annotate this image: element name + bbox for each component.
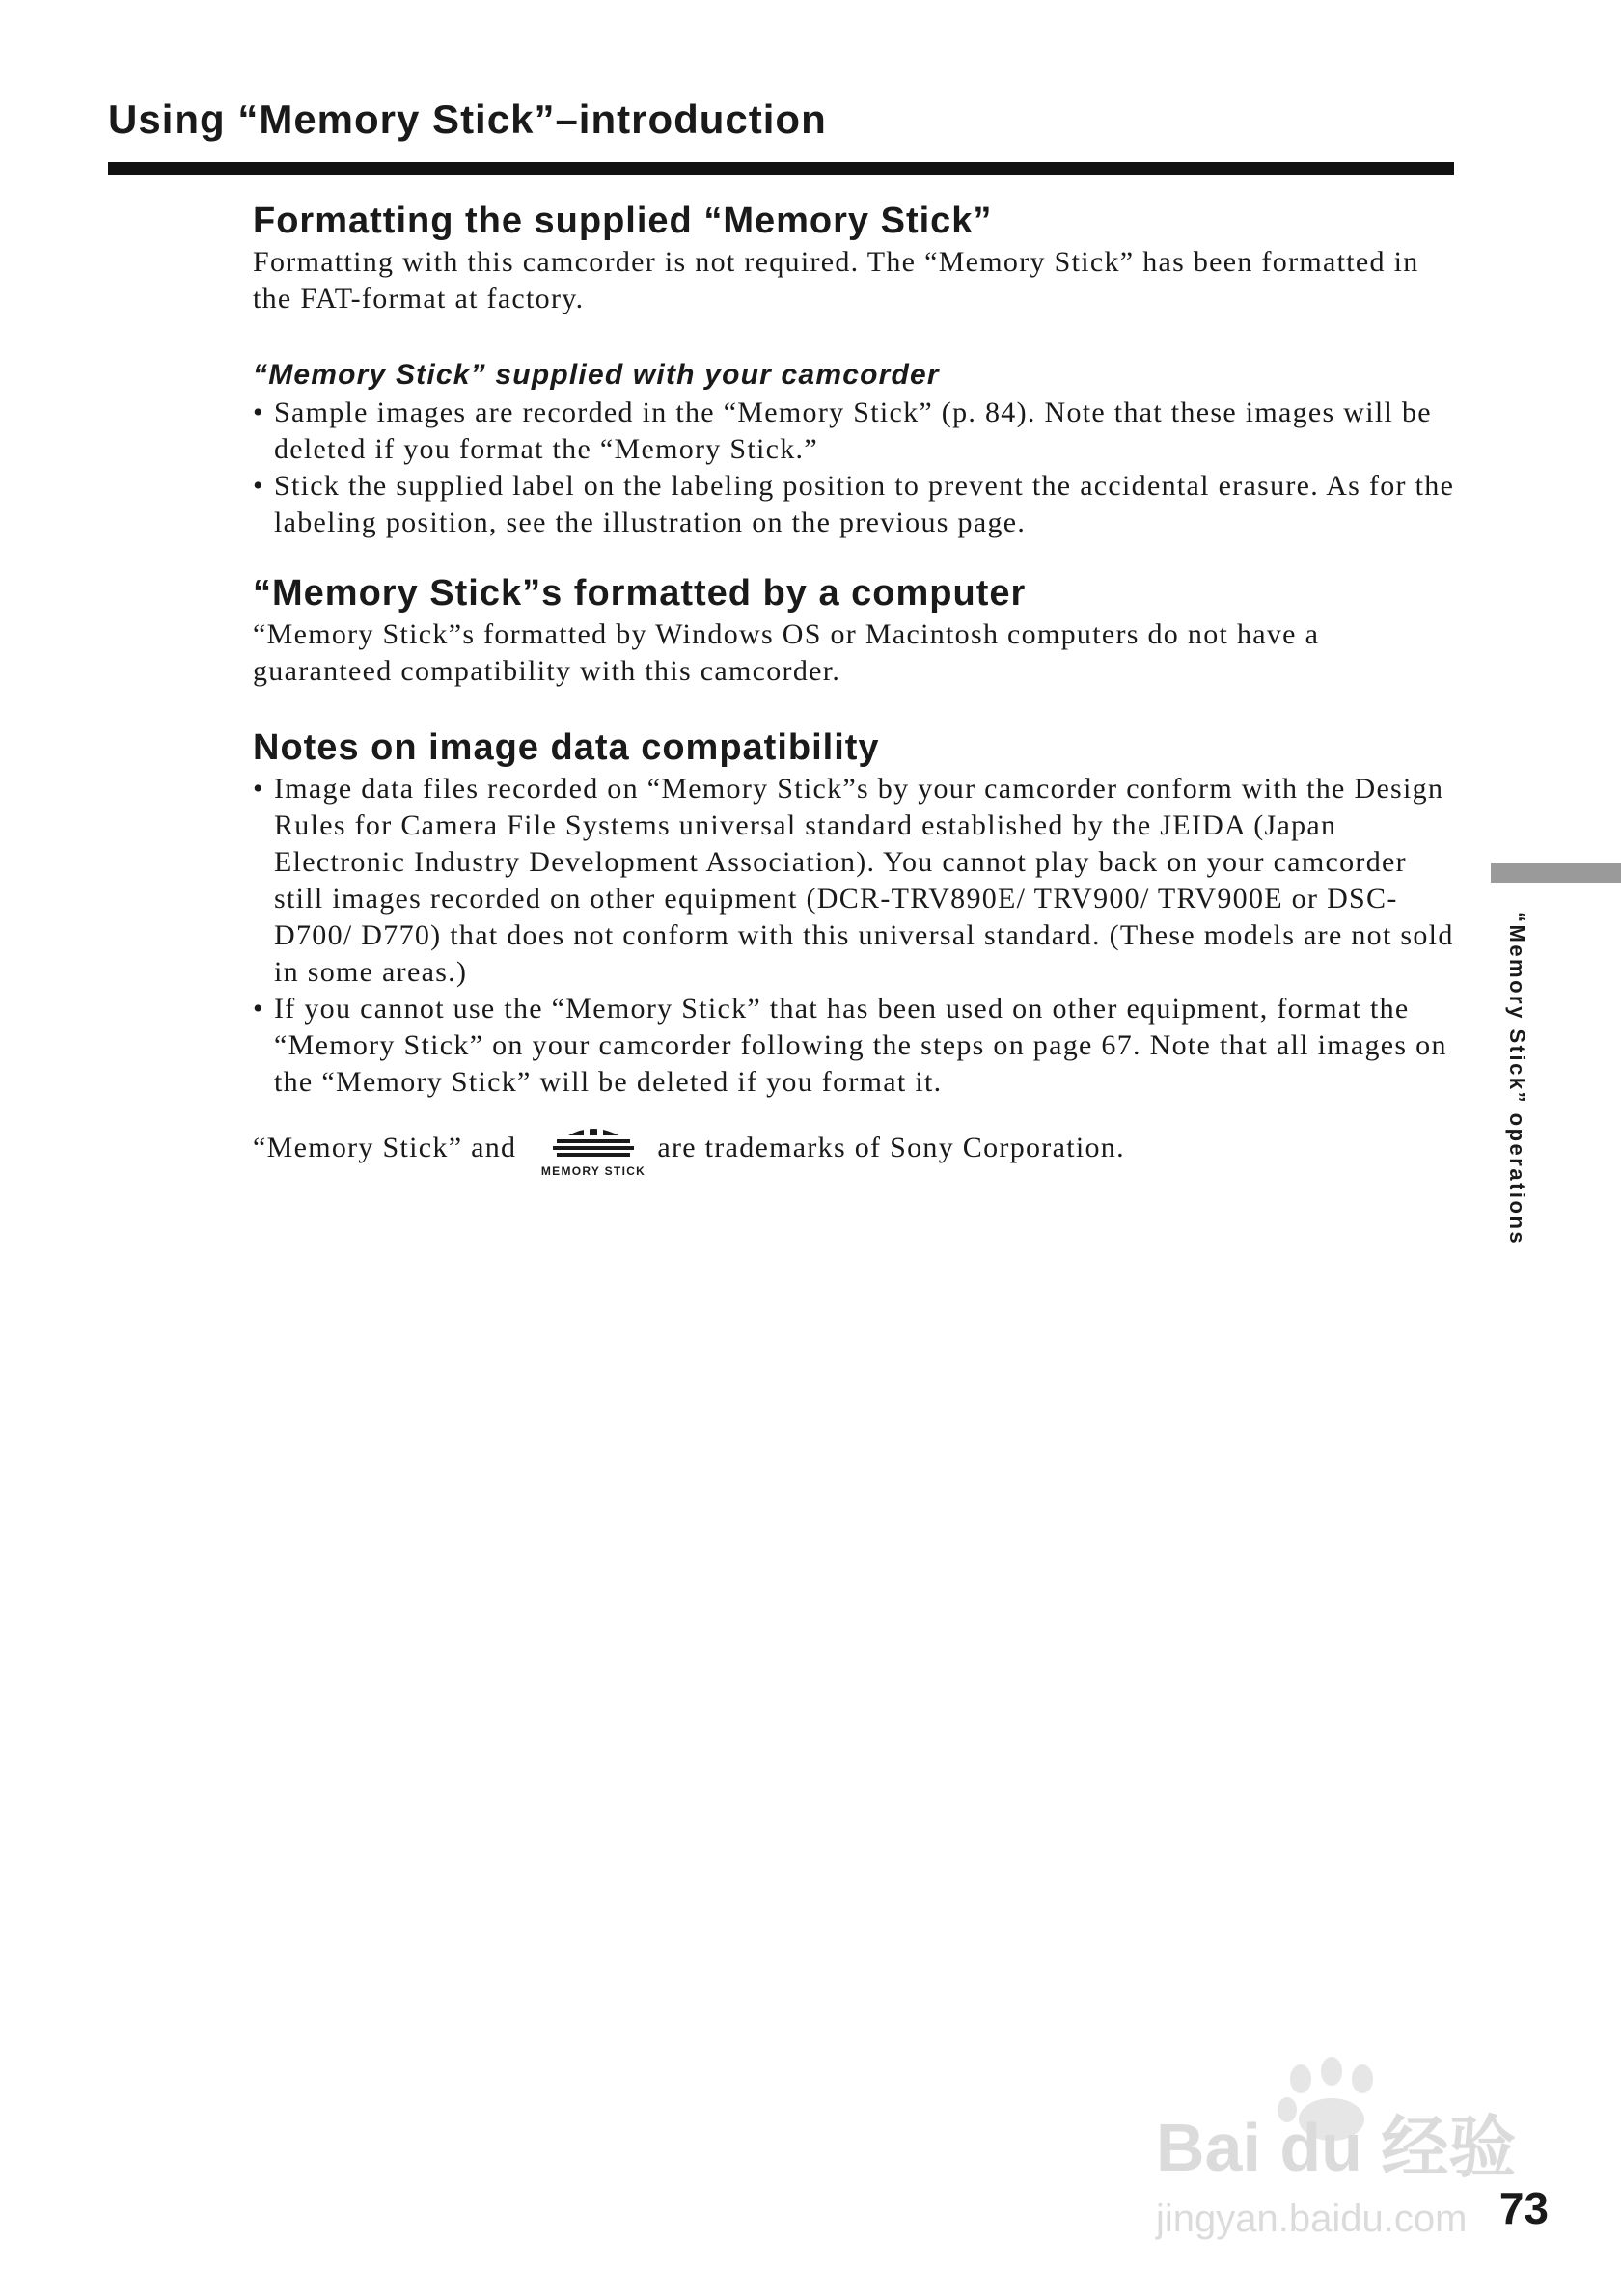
trademark-note — [253, 1130, 1459, 1180]
bullet-list-compatibility — [253, 771, 1459, 1101]
memory-stick-logo-icon — [539, 1122, 647, 1180]
logo-wordmark: MEMORY STICK — [541, 1164, 646, 1178]
baidu-watermark — [1146, 2050, 1532, 2243]
side-tab-label: “Memory Stick” operations — [1505, 912, 1529, 1246]
spacer — [253, 690, 1459, 724]
spacer — [253, 541, 1459, 570]
list-item: • Image data files recorded on “Memory Stick”s by your camcorder conform with the Design Rules for Camera File Systems universal standard established by the JEIDA (Japan Electronic Industry Development Association). You cannot play back on your camcorder still images recorded on other equipment (DCR-TRV890E/ TRV900/ TRV900E or DSC-D700/ D770) that does not conform with this universal standard. (These models are not sold in some areas.) — [253, 771, 1459, 991]
bullet-list-supplied — [253, 395, 1459, 541]
section-title-formatting: Formatting the supplied “Memory Stick” — [253, 201, 993, 241]
list-item: • If you cannot use the “Memory Stick” that has been used on other equipment, format the “Memory Stick” on your camcorder following the steps on page 67. Note that all images on the “Memory Stick” will be deleted if you format it. — [253, 991, 1459, 1101]
header-rule — [108, 162, 1454, 175]
page-number: 73 — [1498, 2183, 1549, 2233]
section-title-compatibility: Notes on image data compatibility — [253, 727, 880, 768]
section-body-formatting: Formatting with this camcorder is not required. The “Memory Stick” has been formatted in the FAT-format at factory. — [253, 246, 1419, 314]
list-item: • Sample images are recorded in the “Memory Stick” (p. 84). Note that these images will be deleted if you format the “Memory Stick.” — [253, 395, 1459, 468]
trademark-text-before: “Memory Stick” and — [253, 1132, 517, 1163]
spacer — [253, 317, 1459, 356]
watermark-url: jingyan.baidu.com — [1156, 2198, 1468, 2240]
content-area — [253, 198, 1459, 1180]
spacer — [253, 1101, 1459, 1130]
section-title-supplied: “Memory Stick” supplied with your camcorder — [253, 359, 940, 391]
trademark-text-after: are trademarks of Sony Corporation. — [657, 1132, 1125, 1163]
side-tab-marker — [1491, 863, 1621, 883]
page-header-title: Using “Memory Stick”–introduction — [108, 96, 827, 142]
section-title-computer: “Memory Stick”s formatted by a computer — [253, 573, 1027, 614]
section-body-computer: “Memory Stick”s formatted by Windows OS or Macintosh computers do not have a guaranteed compatibility with this camcorder. — [253, 618, 1320, 687]
list-item: • Stick the supplied label on the labeling position to prevent the accidental erasure. As for the labeling position, see the illustration on the previous page. — [253, 468, 1459, 541]
watermark-brand: Bai du 经验 — [1156, 2110, 1517, 2185]
